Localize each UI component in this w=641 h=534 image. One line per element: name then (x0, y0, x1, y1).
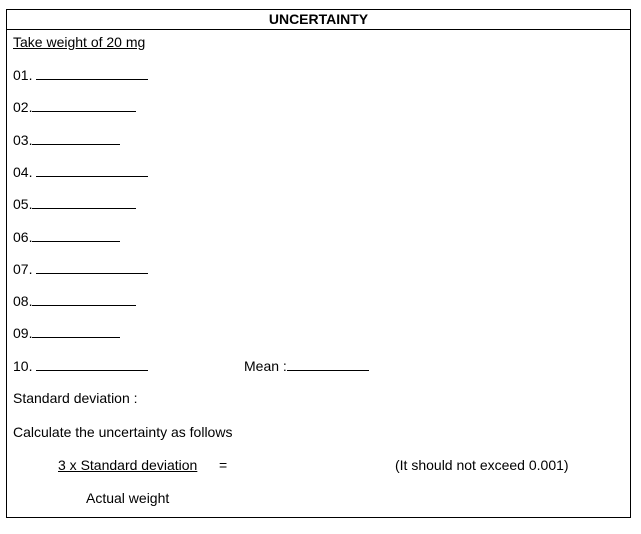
entry-row-01 (13, 66, 148, 83)
calc-intro-text: Calculate the uncertainty as follows (13, 424, 233, 440)
mean-blank[interactable] (287, 357, 369, 371)
entry-label: 06. (13, 229, 33, 245)
entry-blank-08[interactable] (32, 292, 136, 306)
entry-blank-07[interactable] (36, 260, 148, 274)
instruction-text: Take weight of 20 mg (13, 34, 146, 50)
entry-blank-03[interactable] (32, 131, 120, 145)
mean-row (244, 357, 369, 374)
entry-label: 07. (13, 261, 33, 277)
entry-row-03 (13, 131, 120, 148)
std-deviation-label: Standard deviation : (13, 390, 138, 406)
entry-label: 08. (13, 293, 33, 309)
entry-row-09 (13, 324, 120, 341)
entry-blank-09[interactable] (32, 324, 120, 338)
entry-blank-05[interactable] (32, 195, 136, 209)
entry-label: 01. (13, 67, 33, 83)
uncertainty-form (6, 9, 631, 518)
form-title: UNCERTAINTY (7, 10, 630, 30)
entry-label: 02. (13, 99, 33, 115)
entry-label: 04. (13, 164, 33, 180)
mean-label: Mean : (244, 358, 287, 374)
entry-row-04 (13, 163, 148, 180)
formula-equals: = (219, 457, 228, 473)
entry-blank-02[interactable] (32, 98, 136, 112)
entry-row-08 (13, 292, 136, 309)
entry-blank-01[interactable] (36, 66, 148, 80)
formula-denominator: Actual weight (86, 490, 170, 506)
entry-row-05 (13, 195, 136, 212)
entry-label: 03. (13, 132, 33, 148)
entry-blank-06[interactable] (32, 228, 120, 242)
entry-row-02 (13, 98, 136, 115)
entry-label: 05. (13, 196, 33, 212)
entry-label: 09. (13, 325, 33, 341)
entry-row-07 (13, 260, 148, 277)
entry-row-06 (13, 228, 120, 245)
formula-numerator: 3 x Standard deviation (58, 457, 198, 473)
entry-blank-04[interactable] (36, 163, 148, 177)
entry-label: 10. (13, 358, 33, 374)
entry-blank-10[interactable] (36, 357, 148, 371)
entry-row-10 (13, 357, 148, 374)
formula-note: (It should not exceed 0.001) (395, 457, 569, 473)
